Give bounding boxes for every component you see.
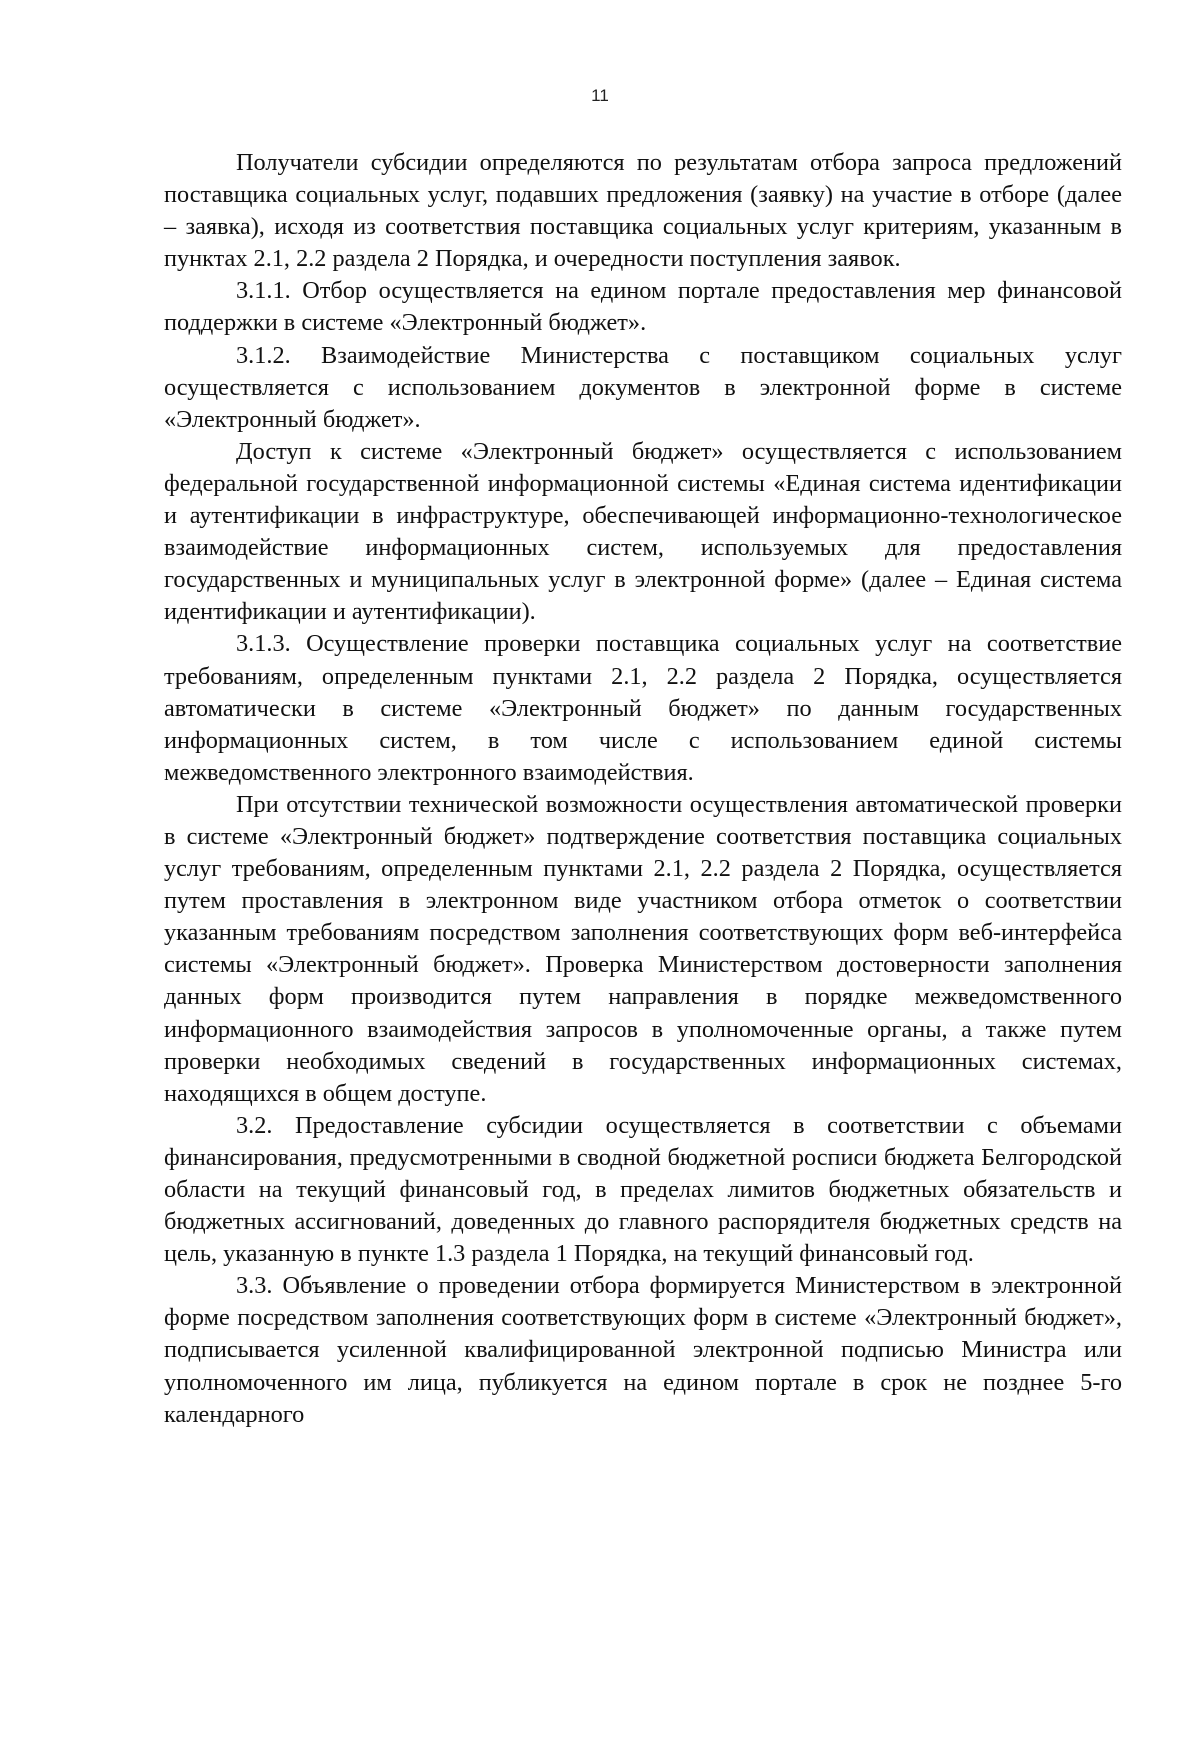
paragraph-subsidy-recipients: Получатели субсидии определяются по результатам отбора запроса предложений поставщика социальных услуг, подавших предложения (заявку) на участие в отборе (далее – заявка), исходя из соответствия поставщика социальных услуг критериям, указанным в пунктах 2.1, 2.2 раздела 2 Порядка, и очередности поступления заявок. bbox=[164, 149, 1122, 273]
paragraph-3-2: 3.2. Предоставление субсидии осуществляется в соответствии с объемами финансирования, предусмотренными в сводной бюджетной росписи бюджета Белгородской области на текущий финансовый год, в пределах лимитов бюджетных обязательств и бюджетных ассигнований, доведенных до главного распорядителя бюджетных средств на цель, указанную в пункте 1.3 раздела 1 Порядка, на текущий финансовый год. bbox=[164, 1111, 1122, 1268]
paragraph-3-1-2: 3.1.2. Взаимодействие Министерства с поставщиком социальных услуг осуществляется с использованием документов в электронной форме в системе «Электронный бюджет». bbox=[164, 341, 1122, 433]
document-body bbox=[164, 147, 1122, 1431]
paragraph-system-access: Доступ к системе «Электронный бюджет» осуществляется с использованием федеральной государственной информационной системы «Единая система идентификации и аутентификации в инфраструктуре, обеспечивающей информационно-технологическое взаимодействие информационных систем, используемых для предоставления государственных и муниципальных услуг в электронной форме» (далее – Единая система идентификации и аутентификации). bbox=[164, 437, 1122, 626]
page-number: 11 bbox=[591, 86, 609, 105]
paragraph-3-1-1: 3.1.1. Отбор осуществляется на едином портале предоставления мер финансовой поддержки в системе «Электронный бюджет». bbox=[164, 277, 1122, 337]
paragraph-3-3: 3.3. Объявление о проведении отбора формируется Министерством в электронной форме посредством заполнения соответствующих форм в системе «Электронный бюджет», подписывается усиленной квалифицированной электронной подписью Министра или уполномоченного им лица, публикуется на едином портале в срок не позднее 5-го календарного bbox=[164, 1272, 1122, 1428]
paragraph-manual-check: При отсутствии технической возможности осуществления автоматической проверки в системе «Электронный бюджет» подтверждение соответствия поставщика социальных услуг требованиям, определенным пунктами 2.1, 2.2 раздела 2 Порядка, осуществляется путем проставления в электронном виде участником отбора отметок о соответствии указанным требованиям посредством заполнения соответствующих форм веб-интерфейса системы «Электронный бюджет». Проверка Министерством достоверности заполнения данных форм производится путем направления в порядке межведомственного информационного взаимодействия запросов в уполномоченные органы, а также путем проверки необходимых сведений в государственных информационных системах, находящихся в общем доступе. bbox=[164, 790, 1122, 1107]
paragraph-3-1-3: 3.1.3. Осуществление проверки поставщика социальных услуг на соответствие требованиям, определенным пунктами 2.1, 2.2 раздела 2 Порядка, осуществляется автоматически в системе «Электронный бюджет» по данным государственных информационных систем, в том числе с использованием единой системы межведомственного электронного взаимодействия. bbox=[164, 630, 1122, 786]
